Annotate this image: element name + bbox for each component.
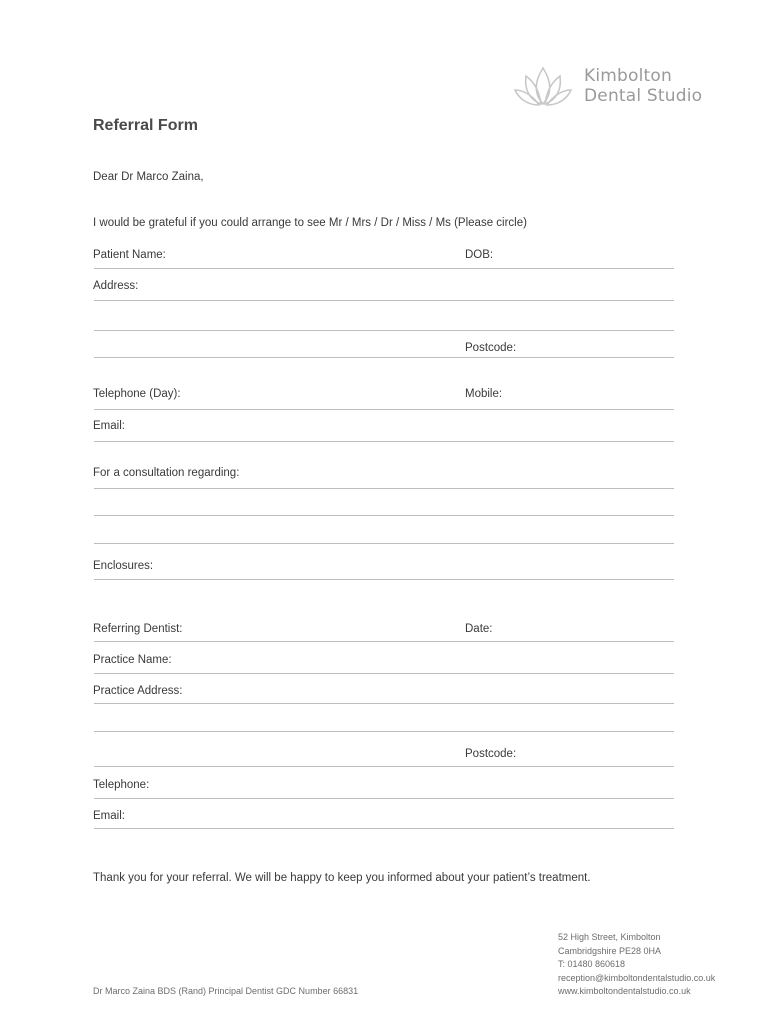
divider	[94, 673, 674, 674]
consultation-field[interactable]	[94, 460, 678, 488]
practice-email-field[interactable]	[94, 803, 678, 831]
brand-name-line1: Kimbolton	[584, 66, 672, 86]
dob-label: DOB:	[465, 249, 494, 261]
divider	[94, 703, 674, 704]
address-line2-field[interactable]	[94, 303, 678, 331]
divider	[94, 766, 674, 767]
footer-website[interactable]: www.kimboltondentalstudio.co.uk	[558, 986, 691, 996]
divider	[94, 357, 674, 358]
email-field[interactable]	[94, 413, 678, 441]
practice-telephone-field[interactable]	[94, 772, 678, 800]
divider	[94, 731, 674, 732]
divider	[94, 641, 674, 642]
practice-address-line3-field[interactable]	[94, 740, 678, 768]
divider	[94, 828, 674, 829]
divider	[94, 409, 674, 410]
date-label: Date:	[465, 623, 493, 635]
divider	[94, 330, 674, 331]
consultation-label: For a consultation regarding:	[93, 467, 240, 479]
postcode-label: Postcode:	[465, 342, 517, 354]
referring-dentist-field[interactable]	[94, 616, 678, 644]
page-title: Referral Form	[93, 117, 198, 134]
footer-email[interactable]: reception@kimboltondentalstudio.co.uk	[558, 972, 716, 983]
email-label: Email:	[93, 420, 125, 432]
divider	[94, 579, 674, 580]
telephone-day-field[interactable]	[94, 382, 678, 410]
lotus-icon	[512, 64, 574, 108]
enclosures-field[interactable]	[94, 553, 678, 581]
patient-name-field[interactable]	[94, 242, 678, 270]
practice-address-label: Practice Address:	[93, 685, 183, 697]
divider	[94, 515, 674, 516]
practice-postcode-label: Postcode:	[465, 748, 517, 760]
consultation-line3-field[interactable]	[94, 518, 678, 546]
brand-name-line2: Dental Studio	[584, 86, 703, 106]
divider	[94, 300, 674, 301]
address-label: Address:	[93, 280, 139, 292]
salutation: Dear Dr Marco Zaina,	[93, 171, 204, 183]
telephone-day-label: Telephone (Day):	[93, 388, 181, 400]
footer-address-line2: Cambridgshire PE28 0HA	[558, 945, 662, 956]
address-field[interactable]	[94, 273, 678, 301]
footer-phone: T: 01480 860618	[558, 959, 626, 969]
referring-dentist-label: Referring Dentist:	[93, 623, 183, 635]
practice-telephone-label: Telephone:	[93, 779, 150, 791]
practice-name-field[interactable]	[94, 647, 678, 675]
divider	[94, 488, 674, 489]
divider	[94, 543, 674, 544]
footer-dentist: Dr Marco Zaina BDS (Rand) Principal Dentist GDC Number 66831	[93, 986, 359, 996]
practice-email-label: Email:	[93, 810, 125, 822]
divider	[94, 798, 674, 799]
patient-name-label: Patient Name:	[93, 249, 166, 261]
divider	[94, 441, 674, 442]
mobile-label: Mobile:	[465, 388, 503, 400]
practice-name-label: Practice Name:	[93, 654, 172, 666]
divider	[94, 268, 674, 269]
thanks-text: Thank you for your referral. We will be happy to keep you informed about your patient’s treatment.	[93, 872, 591, 884]
footer-address-line1: 52 High Street, Kimbolton	[558, 932, 661, 942]
practice-address-field[interactable]	[94, 678, 678, 706]
logo	[512, 62, 722, 108]
practice-address-line2-field[interactable]	[94, 706, 678, 734]
enclosures-label: Enclosures:	[93, 560, 154, 572]
intro-text: I would be grateful if you could arrange to see Mr / Mrs / Dr / Miss / Ms (Please circle)	[93, 217, 527, 229]
consultation-line2-field[interactable]	[94, 490, 678, 518]
footer-contact	[558, 931, 715, 999]
